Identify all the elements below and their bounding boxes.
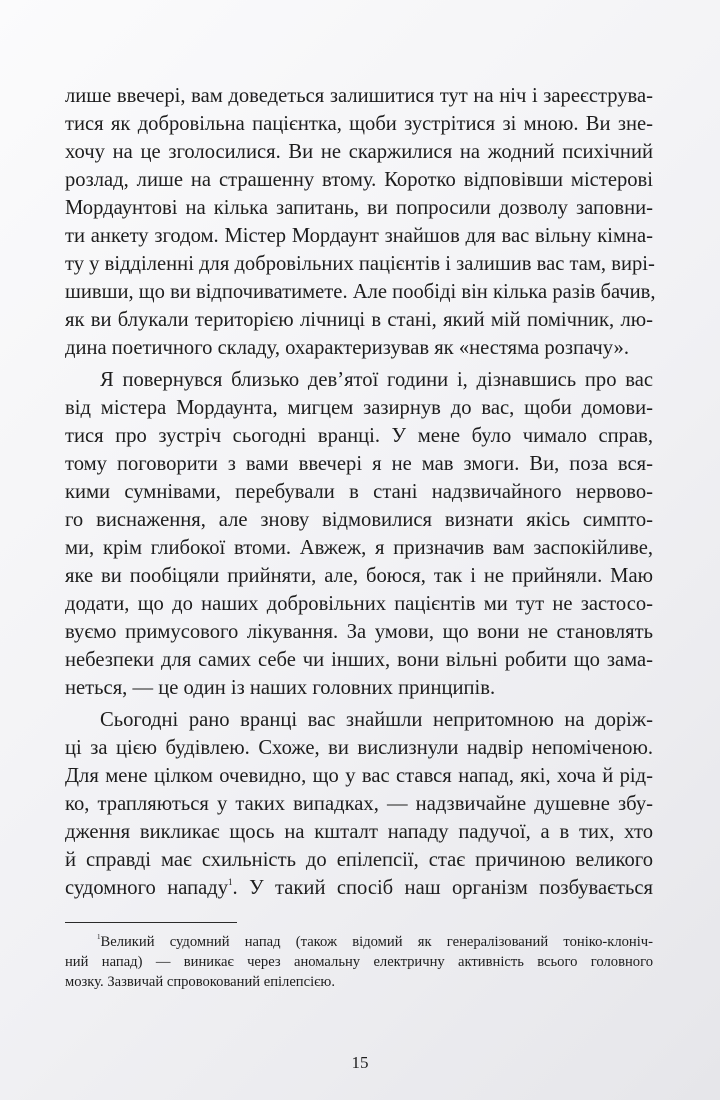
footnote-reference: 1 [228, 877, 233, 887]
text-line: хочу на це зголосилися. Ви не скаржилися на жодний психічний [65, 141, 653, 163]
text-line: додати, що до наших добровільних пацієнтів ми тут не застосо- [65, 593, 653, 615]
text-line: ко, трапляються у таких випадках, — надзвичайне душевне збу- [65, 793, 653, 815]
text-line-with-footnote-ref: судомного нападу$^1$. У такий спосіб наш організм позбувається [65, 877, 653, 899]
text-line: ти анкету згодом. Містер Мордаунт знайшов для вас вільну кімна- [65, 225, 653, 247]
text-line: розлад, лише на страшенну втому. Коротко відповівши містерові [65, 169, 653, 191]
text-line: й справді має схильність до епілепсії, стає причиною великого [65, 849, 653, 871]
text-line: тому поговорити з вами ввечері я не мав змоги. Ви, поза вся- [65, 453, 653, 475]
footnote-line: ний напад) — виникає через аномальну електричну активність всього головного [65, 954, 653, 970]
text-line: лише ввечері, вам доведеться залишитися тут на ніч і зареєструва- [65, 85, 653, 107]
text-line: дина поетичного складу, охарактеризував як «нестяма розпачу». [65, 337, 630, 359]
paragraph-first-line: Я повернувся близько дев’ятої години і, дізнавшись про вас [100, 369, 653, 391]
footnote-line [97, 932, 653, 952]
text-line: дження викликає щось на кшталт нападу падучої, а в тих, хто [65, 821, 653, 843]
text-line: го виснаження, але знову відмовилися визнати якісь симпто- [65, 509, 653, 531]
text-line: ту у відділенні для добровільних пацієнтів і залишив вас там, вирі- [65, 253, 655, 275]
footnote-line: мозку. Зазвичай спровокований епілепсією. [65, 974, 335, 990]
text-fragment: У такий спосіб наш організм позбувається [249, 877, 653, 899]
text-line: тися про зустріч сьогодні вранці. У мене було чимало справ, [65, 425, 653, 447]
paragraph-first-line: Сьогодні рано вранці вас знайшли непритомною на доріж- [100, 709, 653, 731]
text-line: ми, крім глибокої втоми. Авжеж, я призначив вам заспокійливе, [65, 537, 653, 559]
text-line: ці за цією будівлею. Схоже, ви вислизнули надвір непоміченою. [65, 737, 653, 759]
text-line: Для мене цілком очевидно, що у вас стався напад, які, хоча й рід- [65, 765, 653, 787]
text-line: небезпеки для самих себе чи інших, вони вільні робити що зама- [65, 649, 653, 671]
text-line: Мордаунтові на кілька запитань, ви попросили дозволу заповни- [65, 197, 653, 219]
page-number: 15 [351, 1053, 369, 1072]
footnote-divider [65, 922, 237, 923]
text-line: як ви блукали територією лічниці в стані, який мій помічник, лю- [65, 309, 653, 331]
text-line: тися як добровільна пацієнтка, щоби зустрітися зі мною. Ви зне- [65, 113, 653, 135]
text-line: вуємо примусового лікування. За умови, що вони не становлять [65, 621, 653, 643]
footnote-marker: 1 [97, 933, 101, 941]
text-line: яке ви пообіцяли прийняти, але, боюся, так і не прийняли. Маю [65, 565, 653, 587]
text-fragment: судомного нападу [65, 877, 229, 899]
text-line: від містера Мордаунта, мигцем зазирнув до вас, щоби домови- [65, 397, 653, 419]
text-line: шивши, що ви відпочиватимете. Але пообіді він кілька разів бачив, [65, 281, 656, 303]
text-line: неться, — це один із наших головних принципів. [65, 677, 496, 699]
text-line: кими сумнівами, перебували в стані надзвичайного нервово- [65, 481, 653, 503]
footnote-text: Великий судомний напад (також відомий як генералізований тоніко-клоніч- [100, 934, 653, 950]
